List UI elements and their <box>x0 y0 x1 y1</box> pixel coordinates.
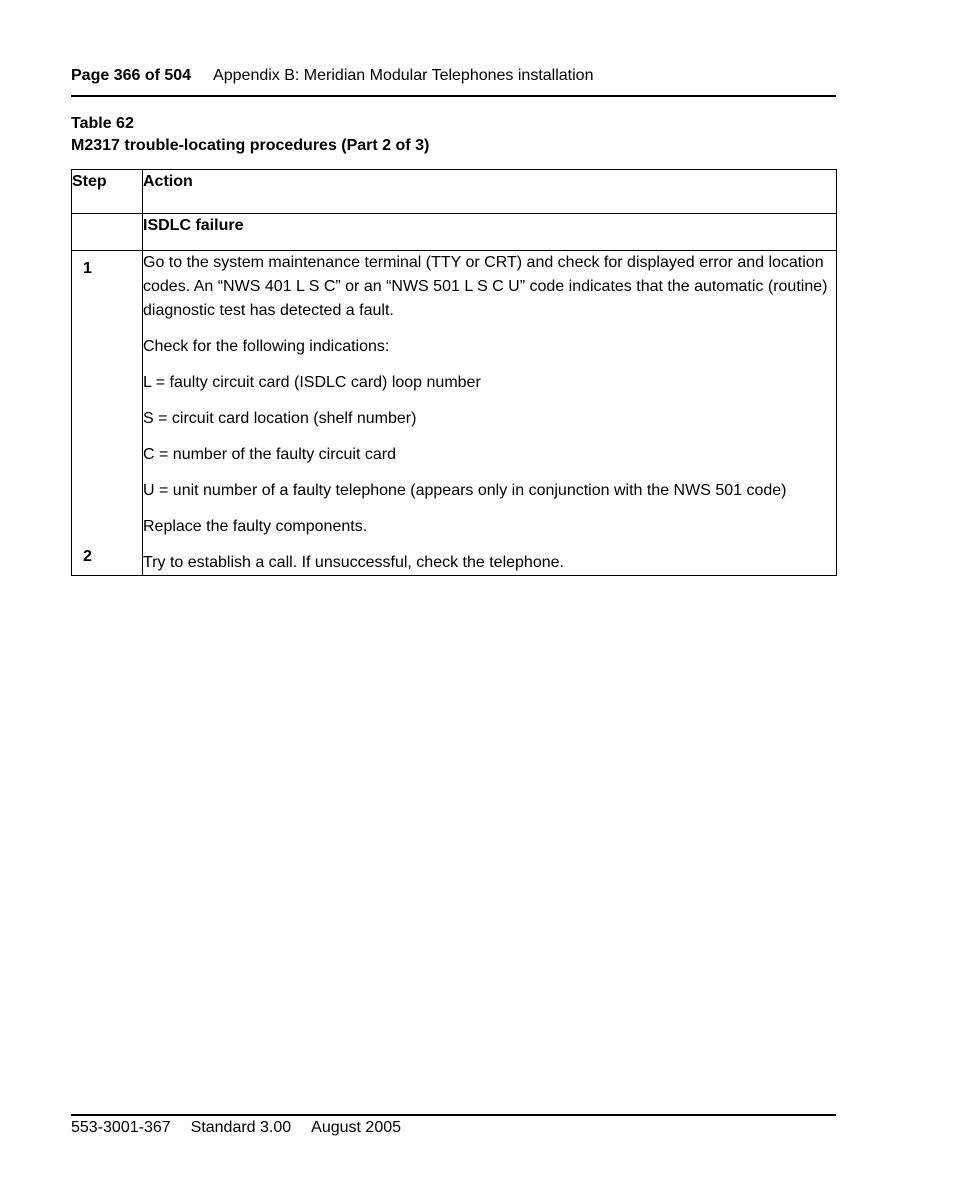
table-subheading-row <box>72 214 837 251</box>
action-paragraph: Try to establish a call. If unsuccessful, check the telephone. <box>143 554 564 571</box>
table-title: M2317 trouble-locating procedures (Part 2 of 3) <box>71 137 430 154</box>
table-body-row <box>72 251 837 576</box>
page-number: Page 366 of 504 <box>71 67 192 84</box>
procedure-table <box>71 169 837 576</box>
action-column-cell <box>143 251 837 576</box>
header-divider <box>71 95 836 97</box>
step-number: 1 <box>83 260 92 277</box>
subheading-title: ISDLC failure <box>143 217 244 234</box>
column-header-action: Action <box>143 170 837 214</box>
indication-item: L = faulty circuit card (ISDLC card) loop number <box>143 374 481 391</box>
document-number: 553-3001-367 <box>71 1119 171 1136</box>
step-column-cell <box>72 251 143 576</box>
action-paragraph: Check for the following indications: <box>143 338 390 355</box>
page-header <box>71 66 836 86</box>
table-caption <box>71 113 429 157</box>
column-header-step: Step <box>72 170 143 214</box>
section-title: Appendix B: Meridian Modular Telephones installation <box>213 67 594 84</box>
step-number: 2 <box>83 548 92 565</box>
subheading-cell <box>143 214 837 251</box>
indication-item: S = circuit card location (shelf number) <box>143 410 417 427</box>
standard-version: Standard 3.00 <box>190 1119 292 1136</box>
indication-item: C = number of the faulty circuit card <box>143 446 396 463</box>
action-paragraph: Go to the system maintenance terminal (TTY or CRT) and check for displayed error and location codes. An “NWS 401 L S C” or an “NWS 501 L S C U” code indicates that the automatic (routine) diagnostic test has detected a fault. <box>143 254 828 319</box>
table-header-row <box>72 170 837 214</box>
action-paragraph: Replace the faulty components. <box>143 518 368 535</box>
empty-step-cell <box>72 214 143 251</box>
indication-item: U = unit number of a faulty telephone (appears only in conjunction with the NWS 501 code) <box>143 482 787 499</box>
table-label: Table 62 <box>71 115 134 132</box>
publication-date: August 2005 <box>311 1119 402 1136</box>
footer-divider <box>71 1114 836 1116</box>
page-footer <box>71 1118 401 1138</box>
